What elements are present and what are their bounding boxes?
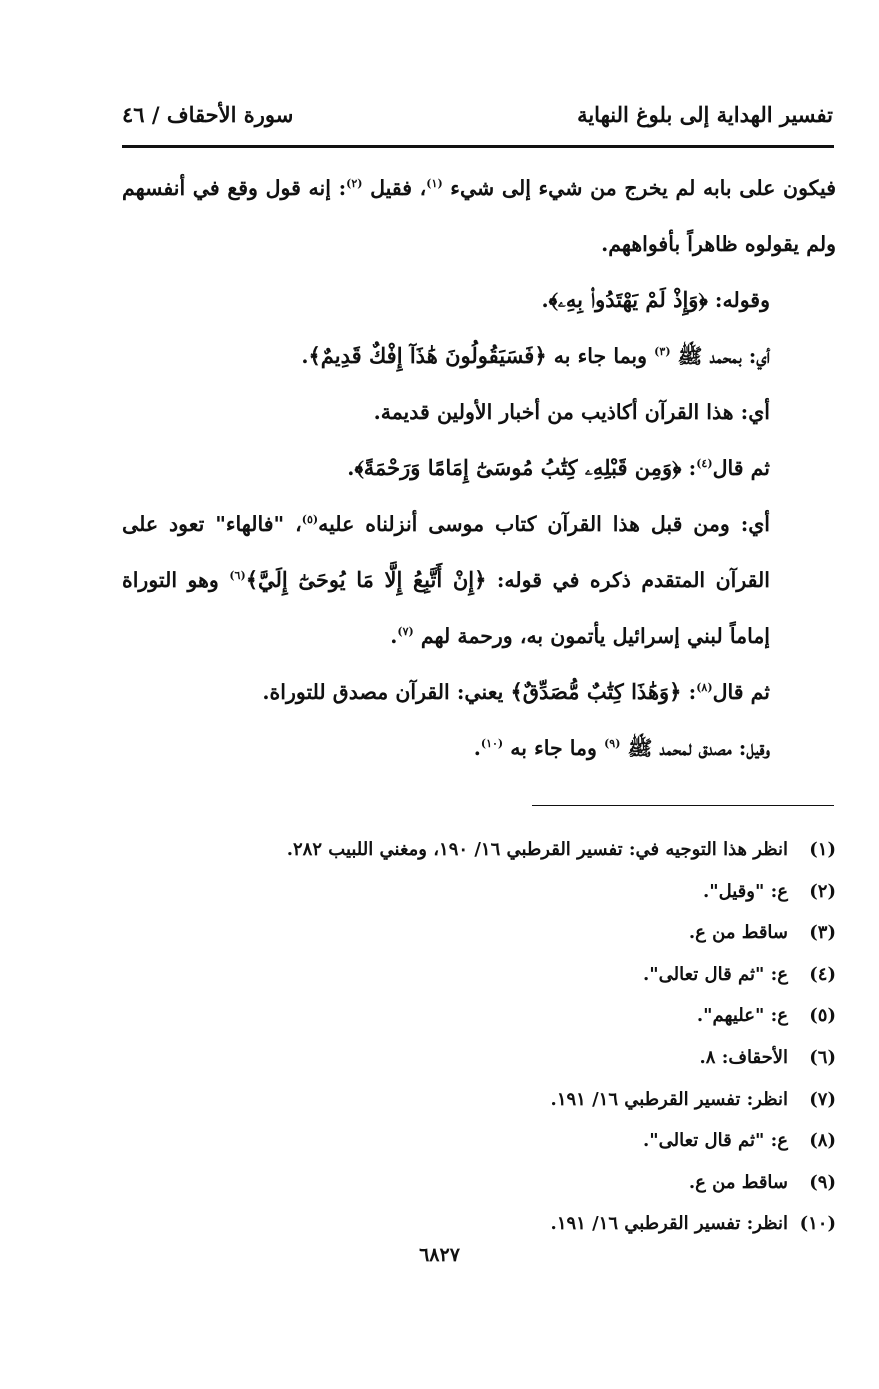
quran-verse: ﴿فَسَيَقُولُونَ هَٰذَآ إِفْكٌ قَدِيمٌ﴾ <box>308 343 547 368</box>
footnote-item <box>122 954 836 996</box>
paragraph-2 <box>122 272 836 328</box>
footnote-item <box>122 1203 836 1245</box>
text: . <box>541 288 549 312</box>
text: . <box>347 456 355 480</box>
footnote-ref-1[interactable]: (١) <box>426 177 443 191</box>
footnote-number: (٩) <box>809 1171 836 1193</box>
footnote-ref-7[interactable]: (٧) <box>397 625 414 639</box>
footnote-ref-3[interactable]: (٣) <box>654 345 671 359</box>
text: فيكون على بابه لم يخرج من شيء إلى شيء <box>442 176 836 200</box>
footnote-ref-4[interactable]: (٤) <box>696 457 713 471</box>
text: يعني: القرآن مصدق للتوراة. <box>262 680 511 704</box>
footnote-number: (٣) <box>809 922 836 944</box>
footnote-item <box>122 1120 836 1162</box>
main-text <box>122 160 836 776</box>
paragraph-1 <box>122 160 836 272</box>
footnote-text: الأحقاف: ٨. <box>699 1046 788 1068</box>
footnote-number: (٧) <box>809 1088 836 1110</box>
surah-page-label: سورة الأحقاف / ٤٦ <box>122 102 294 127</box>
text: ، "فالهاء" تعود على القرآن المتقدم ذكره في قوله: <box>122 512 770 592</box>
footnote-number: (١٠) <box>799 1213 836 1235</box>
paragraph-6 <box>122 496 836 664</box>
text: أي: هذا القرآن أكاذيب من أخبار الأولين قديمة. <box>373 400 770 424</box>
footnote-text: ساقط من ع. <box>688 1171 788 1193</box>
footnotes-list <box>122 829 836 1245</box>
book-title: تفسير الهداية إلى بلوغ النهاية <box>577 102 833 127</box>
text: وبما جاء به <box>546 344 655 368</box>
text: ثم قال <box>712 456 770 480</box>
text: ، فقيل <box>362 176 427 200</box>
text: : <box>681 456 697 480</box>
running-header <box>122 98 833 142</box>
footnote-ref-10[interactable]: (١٠) <box>480 737 504 751</box>
quran-verse: ﴿وَإِذْ لَمْ يَهْتَدُوا۟ بِهِۦ﴾ <box>548 287 708 312</box>
footnote-number: (١) <box>809 839 836 860</box>
text: وما جاء به <box>503 736 605 760</box>
footnote-number: (٤) <box>809 963 836 985</box>
footnote-ref-6[interactable]: (٦) <box>229 569 246 583</box>
paragraph-8 <box>122 720 836 776</box>
text: . <box>301 344 309 368</box>
quran-verse: ﴿وَمِن قَبْلِهِۦ كِتَٰبُ مُوسَىٰٓ إِمَامًا وَرَحْمَةً﴾ <box>354 455 682 480</box>
header-divider <box>122 145 834 148</box>
footnote-item <box>122 1079 836 1121</box>
footnote-ref-9[interactable]: (٩) <box>604 737 621 751</box>
text: : <box>681 680 697 704</box>
text: وقيل: مصدق لمحمد ﷺ <box>620 736 770 760</box>
text: أي: بمحمد ﷺ <box>670 344 770 368</box>
text: أي: ومن قبل هذا القرآن كتاب موسى أنزلناه عليه <box>318 512 770 536</box>
footnote-text: انظر هذا التوجيه في: تفسير القرطبي ١٦/ ١٩٠، ومغني اللبيب ٢٨٢. <box>286 839 788 860</box>
footnote-item <box>122 1037 836 1079</box>
footnote-item <box>122 995 836 1037</box>
paragraph-5 <box>122 440 836 496</box>
footnote-number: (٦) <box>809 1046 836 1068</box>
paragraph-3 <box>122 328 836 384</box>
footnote-ref-8[interactable]: (٨) <box>696 681 713 695</box>
footnote-item <box>122 912 836 954</box>
paragraph-7 <box>122 664 836 720</box>
text: . <box>390 624 398 648</box>
text: وقوله: <box>707 288 770 312</box>
footnote-text: انظر: تفسير القرطبي ١٦/ ١٩١. <box>550 1088 788 1110</box>
footnote-text: ع: "وقيل". <box>702 880 788 902</box>
quran-verse: ﴿وَهَٰذَا كِتَٰبٌ مُّصَدِّقٌ﴾ <box>510 679 682 704</box>
footnote-text: ع: "عليهم". <box>696 1005 788 1027</box>
footnote-ref-5[interactable]: (٥) <box>301 513 319 527</box>
footnote-text: ع: "ثم قال تعالى". <box>642 1130 788 1152</box>
footnote-text: ع: "ثم قال تعالى". <box>642 963 788 985</box>
text: : إنه قول وقع في أنفسهم ولم يقولوه ظاهراً بأفواههم. <box>122 176 836 256</box>
footnote-number: (٨) <box>809 1130 836 1152</box>
paragraph-4 <box>122 384 836 440</box>
footnote-text: انظر: تفسير القرطبي ١٦/ ١٩١. <box>550 1213 788 1235</box>
footnote-number: (٢) <box>809 880 836 902</box>
text: وهو التوراة إماماً لبني إسرائيل يأتمون به، ورحمة لهم <box>122 568 770 648</box>
quran-verse: ﴿إِنْ أَتَّبِعُ إِلَّا مَا يُوحَىٰٓ إِلَيَّ﴾ <box>245 567 487 592</box>
footnote-item <box>122 829 836 871</box>
text: . <box>473 736 481 760</box>
footnote-separator <box>532 805 834 806</box>
text: ثم قال <box>712 680 770 704</box>
footnote-item <box>122 1162 836 1204</box>
footnote-ref-2[interactable]: (٢) <box>346 177 363 191</box>
footnote-item <box>122 871 836 913</box>
page-number: ٦٨٢٧ <box>419 1244 460 1266</box>
footnote-number: (٥) <box>809 1005 836 1027</box>
footnote-text: ساقط من ع. <box>688 922 788 944</box>
